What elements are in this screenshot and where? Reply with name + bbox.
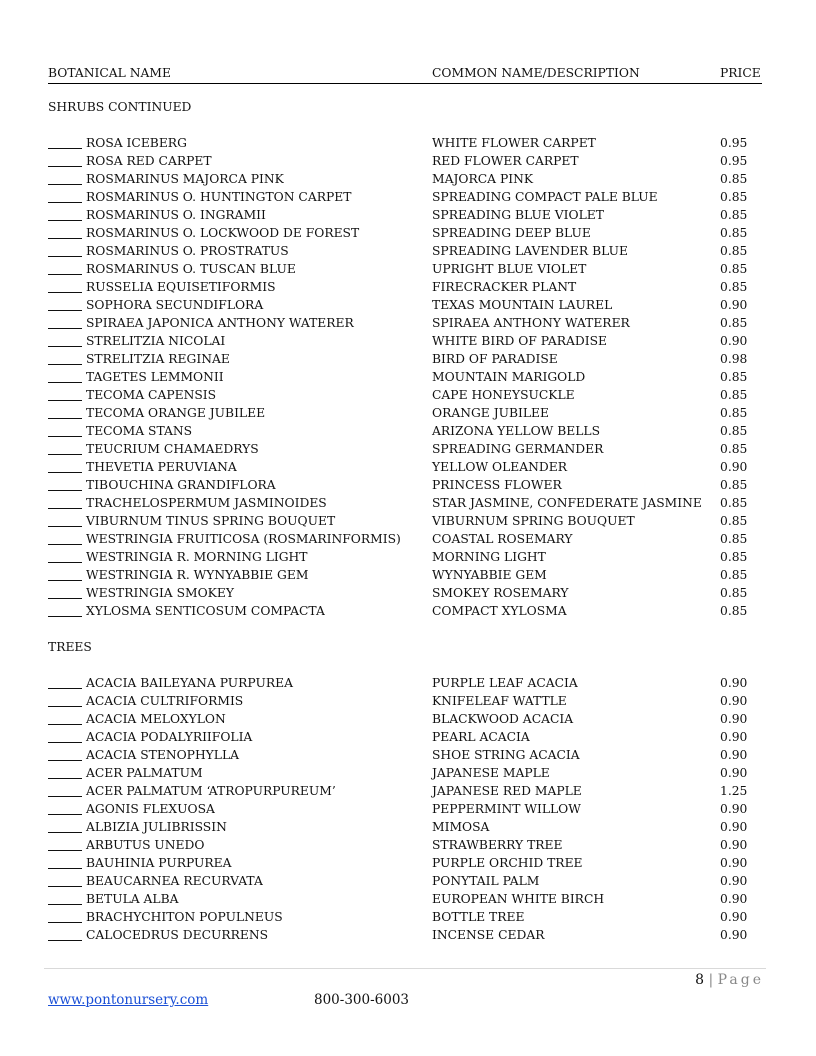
list-item	[48, 136, 762, 154]
section-title: SHRUBS CONTINUED	[48, 100, 192, 114]
botanical-name: TIBOUCHINA GRANDIFLORA	[86, 478, 276, 492]
botanical-name: ACACIA CULTRIFORMIS	[86, 694, 244, 708]
price: 0.85	[720, 280, 748, 294]
list-item	[48, 874, 762, 892]
botanical-name: TECOMA STANS	[86, 424, 193, 438]
column-header	[48, 66, 762, 84]
list-item	[48, 208, 762, 226]
common-name: MAJORCA PINK	[432, 172, 534, 186]
common-name: TEXAS MOUNTAIN LAUREL	[432, 298, 613, 312]
order-quantity-blank[interactable]	[48, 838, 82, 851]
common-name: VIBURNUM SPRING BOUQUET	[432, 514, 635, 528]
price: 0.90	[720, 856, 748, 870]
price: 0.90	[720, 820, 748, 834]
order-quantity-blank[interactable]	[48, 604, 82, 617]
common-name: WHITE BIRD OF PARADISE	[432, 334, 608, 348]
order-quantity-blank[interactable]	[48, 316, 82, 329]
price: 0.85	[720, 514, 748, 528]
order-quantity-blank[interactable]	[48, 172, 82, 185]
price: 0.85	[720, 496, 748, 510]
list-item	[48, 496, 762, 514]
order-quantity-blank[interactable]	[48, 496, 82, 509]
list-item	[48, 892, 762, 910]
price: 0.90	[720, 910, 748, 924]
common-name: SPIRAEA ANTHONY WATERER	[432, 316, 630, 330]
common-name: MIMOSA	[432, 820, 490, 834]
list-item	[48, 388, 762, 406]
common-name: FIRECRACKER PLANT	[432, 280, 577, 294]
common-name: SPREADING DEEP BLUE	[432, 226, 591, 240]
common-name: EUROPEAN WHITE BIRCH	[432, 892, 605, 906]
botanical-name: TECOMA CAPENSIS	[86, 388, 217, 402]
botanical-name: STRELITZIA NICOLAI	[86, 334, 226, 348]
common-name: KNIFELEAF WATTLE	[432, 694, 567, 708]
order-quantity-blank[interactable]	[48, 190, 82, 203]
price: 0.90	[720, 838, 748, 852]
order-quantity-blank[interactable]	[48, 406, 82, 419]
list-item	[48, 784, 762, 802]
botanical-name: ROSMARINUS O. TUSCAN BLUE	[86, 262, 296, 276]
order-quantity-blank[interactable]	[48, 730, 82, 743]
botanical-name: ACER PALMATUM ‘ATROPURPUREUM’	[86, 784, 336, 798]
order-quantity-blank[interactable]	[48, 280, 82, 293]
price: 0.85	[720, 406, 748, 420]
list-item	[48, 172, 762, 190]
order-quantity-blank[interactable]	[48, 856, 82, 869]
list-item	[48, 154, 762, 172]
order-quantity-blank[interactable]	[48, 694, 82, 707]
order-quantity-blank[interactable]	[48, 928, 82, 941]
common-name: JAPANESE RED MAPLE	[432, 784, 582, 798]
botanical-name: ROSMARINUS O. PROSTRATUS	[86, 244, 289, 258]
common-name: INCENSE CEDAR	[432, 928, 545, 942]
price: 0.98	[720, 352, 748, 366]
order-quantity-blank[interactable]	[48, 820, 82, 833]
price: 0.90	[720, 676, 748, 690]
common-name: SPREADING LAVENDER BLUE	[432, 244, 628, 258]
list-item	[48, 316, 762, 334]
common-name: CAPE HONEYSUCKLE	[432, 388, 575, 402]
botanical-name: TAGETES LEMMONII	[86, 370, 224, 384]
common-name: SPREADING COMPACT PALE BLUE	[432, 190, 658, 204]
header-price: PRICE	[720, 66, 761, 80]
order-quantity-blank[interactable]	[48, 208, 82, 221]
list-item	[48, 262, 762, 280]
common-name: PURPLE LEAF ACACIA	[432, 676, 578, 690]
order-quantity-blank[interactable]	[48, 298, 82, 311]
botanical-name: SOPHORA SECUNDIFLORA	[86, 298, 264, 312]
botanical-name: ARBUTUS UNEDO	[86, 838, 205, 852]
order-quantity-blank[interactable]	[48, 568, 82, 581]
list-item	[48, 226, 762, 244]
price: 0.90	[720, 712, 748, 726]
order-quantity-blank[interactable]	[48, 226, 82, 239]
list-item	[48, 802, 762, 820]
order-quantity-blank[interactable]	[48, 352, 82, 365]
list-item	[48, 748, 762, 766]
botanical-name: TRACHELOSPERMUM JASMINOIDES	[86, 496, 327, 510]
page-word: Page	[717, 972, 764, 988]
common-name: PEPPERMINT WILLOW	[432, 802, 581, 816]
botanical-name: ROSMARINUS MAJORCA PINK	[86, 172, 284, 186]
list-item	[48, 190, 762, 208]
order-quantity-blank[interactable]	[48, 784, 82, 797]
botanical-name: ROSMARINUS O. HUNTINGTON CARPET	[86, 190, 352, 204]
phone-number: 800-300-6003	[314, 992, 410, 1008]
order-quantity-blank[interactable]	[48, 766, 82, 779]
page-number	[695, 972, 764, 988]
common-name: BOTTLE TREE	[432, 910, 525, 924]
common-name: STRAWBERRY TREE	[432, 838, 563, 852]
botanical-name: ROSMARINUS O. INGRAMII	[86, 208, 266, 222]
list-item	[48, 928, 762, 946]
website-link[interactable]: www.pontonursery.com	[48, 992, 209, 1008]
order-quantity-blank[interactable]	[48, 136, 82, 149]
list-item	[48, 442, 762, 460]
botanical-name: BETULA ALBA	[86, 892, 179, 906]
price: 0.90	[720, 730, 748, 744]
common-name: SPREADING GERMANDER	[432, 442, 604, 456]
botanical-name: ACER PALMATUM	[86, 766, 203, 780]
list-item	[48, 370, 762, 388]
botanical-name: ACACIA STENOPHYLLA	[86, 748, 239, 762]
common-name: UPRIGHT BLUE VIOLET	[432, 262, 587, 276]
price: 0.85	[720, 388, 748, 402]
list-item	[48, 514, 762, 532]
order-quantity-blank[interactable]	[48, 586, 82, 599]
price: 0.85	[720, 532, 748, 546]
common-name: SMOKEY ROSEMARY	[432, 586, 569, 600]
price: 0.95	[720, 136, 748, 150]
price: 0.85	[720, 478, 748, 492]
list-item	[48, 244, 762, 262]
list-item	[48, 586, 762, 604]
price: 0.90	[720, 460, 748, 474]
price: 0.85	[720, 604, 748, 618]
price: 0.90	[720, 892, 748, 906]
common-name: PONYTAIL PALM	[432, 874, 540, 888]
order-quantity-blank[interactable]	[48, 460, 82, 473]
botanical-name: WESTRINGIA SMOKEY	[86, 586, 234, 600]
header-common-name: COMMON NAME/DESCRIPTION	[432, 66, 640, 80]
list-item	[48, 604, 762, 622]
botanical-name: WESTRINGIA FRUITICOSA (ROSMARINFORMIS)	[86, 532, 401, 546]
price: 0.85	[720, 424, 748, 438]
list-item	[48, 352, 762, 370]
price: 0.85	[720, 262, 748, 276]
price: 0.85	[720, 316, 748, 330]
common-name: YELLOW OLEANDER	[432, 460, 568, 474]
common-name: ORANGE JUBILEE	[432, 406, 549, 420]
botanical-name: TEUCRIUM CHAMAEDRYS	[86, 442, 259, 456]
price: 0.85	[720, 550, 748, 564]
botanical-name: WESTRINGIA R. MORNING LIGHT	[86, 550, 308, 564]
list-item	[48, 424, 762, 442]
order-quantity-blank[interactable]	[48, 442, 82, 455]
price: 0.85	[720, 244, 748, 258]
common-name: STAR JASMINE, CONFEDERATE JASMINE	[432, 496, 702, 510]
common-name: BLACKWOOD ACACIA	[432, 712, 574, 726]
price: 0.90	[720, 748, 748, 762]
price: 0.85	[720, 226, 748, 240]
botanical-name: THEVETIA PERUVIANA	[86, 460, 237, 474]
order-quantity-blank[interactable]	[48, 334, 82, 347]
price: 0.90	[720, 766, 748, 780]
botanical-name: STRELITZIA REGINAE	[86, 352, 230, 366]
botanical-name: TECOMA ORANGE JUBILEE	[86, 406, 266, 420]
order-quantity-blank[interactable]	[48, 748, 82, 761]
common-name: SHOE STRING ACACIA	[432, 748, 580, 762]
botanical-name: ROSA ICEBERG	[86, 136, 187, 150]
order-quantity-blank[interactable]	[48, 802, 82, 815]
common-name: WYNYABBIE GEM	[432, 568, 547, 582]
list-item	[48, 910, 762, 928]
common-name: PEARL ACACIA	[432, 730, 530, 744]
common-name: ARIZONA YELLOW BELLS	[432, 424, 600, 438]
order-quantity-blank[interactable]	[48, 532, 82, 545]
common-name: RED FLOWER CARPET	[432, 154, 579, 168]
price: 0.85	[720, 370, 748, 384]
order-quantity-blank[interactable]	[48, 910, 82, 923]
common-name: COMPACT XYLOSMA	[432, 604, 567, 618]
price: 0.90	[720, 694, 748, 708]
botanical-name: BEAUCARNEA RECURVATA	[86, 874, 263, 888]
list-item	[48, 532, 762, 550]
order-quantity-blank[interactable]	[48, 712, 82, 725]
order-quantity-blank[interactable]	[48, 244, 82, 257]
price: 0.85	[720, 172, 748, 186]
order-quantity-blank[interactable]	[48, 370, 82, 383]
common-name: PRINCESS FLOWER	[432, 478, 562, 492]
list-item	[48, 568, 762, 586]
page-number-value: 8	[695, 972, 704, 988]
order-quantity-blank[interactable]	[48, 154, 82, 167]
list-item	[48, 712, 762, 730]
order-quantity-blank[interactable]	[48, 550, 82, 563]
botanical-name: AGONIS FLEXUOSA	[86, 802, 215, 816]
botanical-name: WESTRINGIA R. WYNYABBIE GEM	[86, 568, 309, 582]
list-item	[48, 730, 762, 748]
list-item	[48, 820, 762, 838]
price: 0.85	[720, 568, 748, 582]
botanical-name: ACACIA BAILEYANA PURPUREA	[86, 676, 293, 690]
list-item	[48, 838, 762, 856]
price: 0.90	[720, 298, 748, 312]
price: 0.90	[720, 928, 748, 942]
order-quantity-blank[interactable]	[48, 676, 82, 689]
section-title: TREES	[48, 640, 92, 654]
page-separator: |	[708, 972, 714, 988]
list-item	[48, 766, 762, 784]
botanical-name: ROSA RED CARPET	[86, 154, 212, 168]
price: 0.90	[720, 802, 748, 816]
price: 0.85	[720, 208, 748, 222]
botanical-name: RUSSELIA EQUISETIFORMIS	[86, 280, 276, 294]
list-item	[48, 334, 762, 352]
common-name: COASTAL ROSEMARY	[432, 532, 573, 546]
price: 0.90	[720, 334, 748, 348]
price: 1.25	[720, 784, 748, 798]
botanical-name: ACACIA PODALYRIIFOLIA	[86, 730, 253, 744]
botanical-name: BAUHINIA PURPUREA	[86, 856, 232, 870]
price: 0.85	[720, 190, 748, 204]
order-quantity-blank[interactable]	[48, 892, 82, 905]
list-item	[48, 694, 762, 712]
list-item	[48, 280, 762, 298]
botanical-name: ROSMARINUS O. LOCKWOOD DE FOREST	[86, 226, 360, 240]
botanical-name: ACACIA MELOXYLON	[86, 712, 226, 726]
botanical-name: ALBIZIA JULIBRISSIN	[86, 820, 227, 834]
common-name: WHITE FLOWER CARPET	[432, 136, 596, 150]
botanical-name: VIBURNUM TINUS SPRING BOUQUET	[86, 514, 336, 528]
list-item	[48, 856, 762, 874]
common-name: BIRD OF PARADISE	[432, 352, 558, 366]
header-botanical-name: BOTANICAL NAME	[48, 66, 171, 80]
botanical-name: BRACHYCHITON POPULNEUS	[86, 910, 283, 924]
price: 0.85	[720, 442, 748, 456]
botanical-name: CALOCEDRUS DECURRENS	[86, 928, 269, 942]
common-name: JAPANESE MAPLE	[432, 766, 550, 780]
common-name: SPREADING BLUE VIOLET	[432, 208, 604, 222]
order-quantity-blank[interactable]	[48, 262, 82, 275]
common-name: MORNING LIGHT	[432, 550, 546, 564]
list-item	[48, 478, 762, 496]
botanical-name: SPIRAEA JAPONICA ANTHONY WATERER	[86, 316, 354, 330]
list-item	[48, 676, 762, 694]
order-quantity-blank[interactable]	[48, 388, 82, 401]
price: 0.85	[720, 586, 748, 600]
order-quantity-blank[interactable]	[48, 424, 82, 437]
order-quantity-blank[interactable]	[48, 514, 82, 527]
common-name: MOUNTAIN MARIGOLD	[432, 370, 586, 384]
price: 0.95	[720, 154, 748, 168]
botanical-name: XYLOSMA SENTICOSUM COMPACTA	[86, 604, 325, 618]
list-item	[48, 550, 762, 568]
list-item	[48, 460, 762, 478]
order-quantity-blank[interactable]	[48, 478, 82, 491]
list-item	[48, 406, 762, 424]
price: 0.90	[720, 874, 748, 888]
footer-divider	[44, 968, 766, 969]
order-quantity-blank[interactable]	[48, 874, 82, 887]
common-name: PURPLE ORCHID TREE	[432, 856, 583, 870]
list-item	[48, 298, 762, 316]
